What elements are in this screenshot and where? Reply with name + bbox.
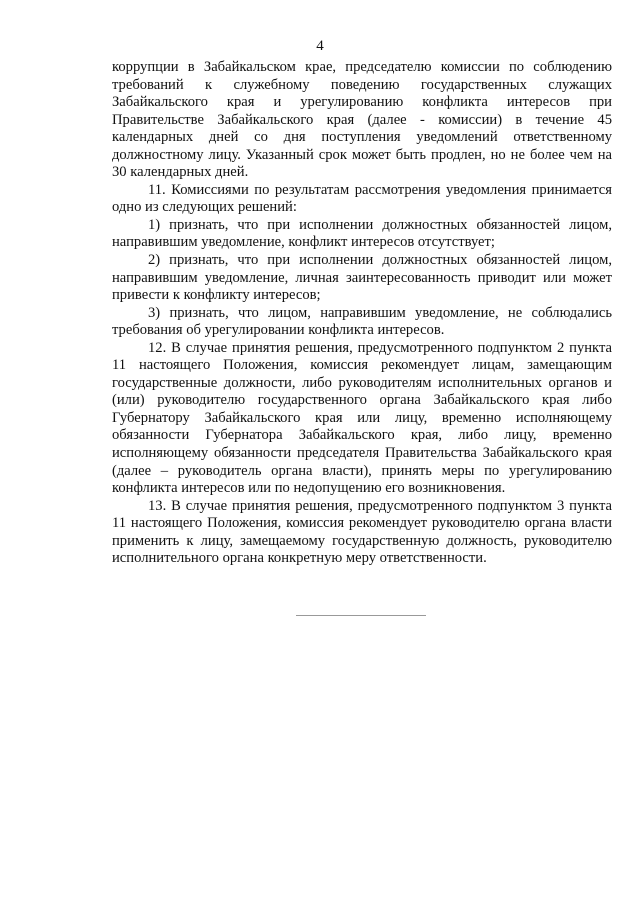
end-separator-line bbox=[296, 615, 426, 616]
paragraph-12: 12. В случае принятия решения, предусмотренного подпунктом 2 пункта 11 настоящего Положения, комиссия рекомендует лицам, замещающим государственные должности, либо руководителям исполнительных органов и (или) руководителю государственного органа Забайкальского края либо Губернатору Забайкальского края или лицу, временно исполняющему обязанности Губернатора Забайкальского края, либо лицу, временно исполняющему обязанности председателя Правительства Забайкальского края (далее – руководитель органа власти), принять меры по урегулированию конфликта интересов или по недопущению его возникновения. bbox=[112, 339, 612, 497]
paragraph-10-continued: коррупции в Забайкальском крае, председателю комиссии по соблюдению требований к служебному поведению государственных служащих Забайкальского края и урегулированию конфликта интересов при Правительстве Забайкальского края (далее - комиссии) в течение 45 календарных дней со дня поступления уведомлений ответственному должностному лицу. Указанный срок может быть продлен, но не более чем на 30 календарных дней. bbox=[112, 59, 612, 181]
page-number: 4 bbox=[316, 38, 324, 54]
paragraph-11-item-2: 2) признать, что при исполнении должностных обязанностей лицом, направившим уведомление, личная заинтересованность приводит или может привести к конфликту интересов; bbox=[112, 252, 612, 304]
paragraph-11: 11. Комиссиями по результатам рассмотрения уведомления принимается одно из следующих решений: bbox=[112, 181, 612, 216]
paragraph-11-item-3: 3) признать, что лицом, направившим уведомление, не соблюдались требования об урегулировании конфликта интересов. bbox=[112, 304, 612, 339]
paragraph-13: 13. В случае принятия решения, предусмотренного подпунктом 3 пункта 11 настоящего Положения, комиссия рекомендует руководителю органа власти применить к лицу, замещаемому государственную должность, руководителю исполнительного органа конкретную меру ответственности. bbox=[112, 497, 612, 567]
paragraph-11-item-1: 1) признать, что при исполнении должностных обязанностей лицом, направившим уведомление, конфликт интересов отсутствует; bbox=[112, 216, 612, 251]
document-body bbox=[112, 59, 612, 568]
